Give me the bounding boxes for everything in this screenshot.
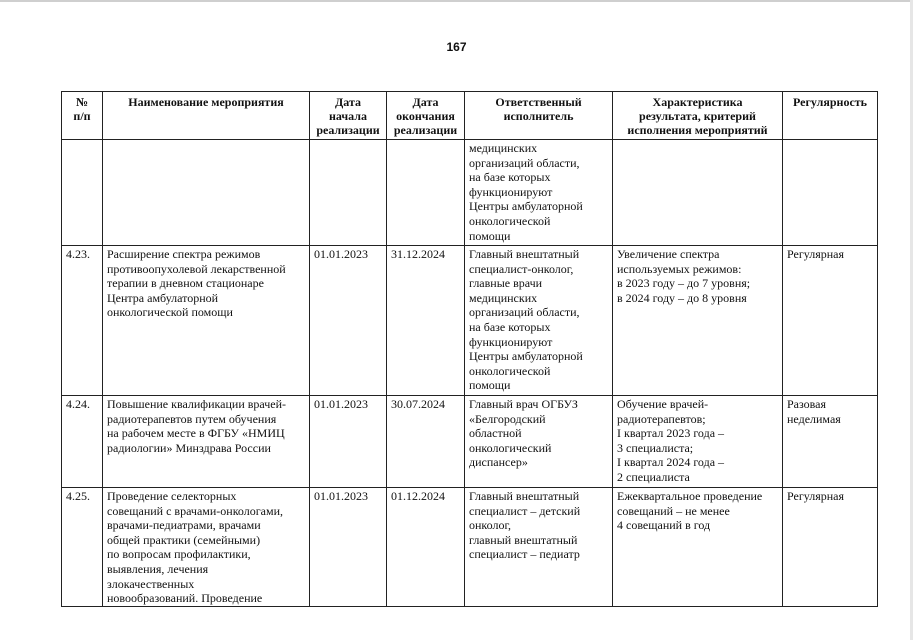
cell-name: Проведение селекторных совещаний с врачами-онкологами, врачами-педиатрами, врачами общей практики (семейными) по вопросам профилактики, выявления, лечения злокачественных новообразований. Проведение (103, 488, 310, 607)
cell-start-date: 01.01.2023 (310, 246, 387, 396)
cell-end-date: 30.07.2024 (387, 396, 465, 488)
cell-num (62, 140, 103, 246)
scan-edge-top (0, 0, 913, 2)
cell-responsible: Главный врач ОГБУЗ «Белгородский областной онкологический диспансер» (465, 396, 613, 488)
header-responsible: Ответственный исполнитель (465, 92, 613, 140)
cell-num: 4.24. (62, 396, 103, 488)
cell-result: Увеличение спектра используемых режимов: в 2023 году – до 7 уровня; в 2024 году – до 8 уровня (613, 246, 783, 396)
cell-result: Ежеквартальное проведение совещаний – не менее 4 совещаний в год (613, 488, 783, 607)
header-num: № п/п (62, 92, 103, 140)
table-row (62, 140, 878, 246)
cell-regularity (783, 140, 878, 246)
page-number: 167 (446, 40, 467, 54)
header-end-date: Дата окончания реализации (387, 92, 465, 140)
table-row (62, 246, 878, 396)
table-row (62, 488, 878, 607)
header-start-date: Дата начала реализации (310, 92, 387, 140)
header-result: Характеристика результата, критерий исполнения мероприятий (613, 92, 783, 140)
header-name: Наименование мероприятия (103, 92, 310, 140)
cell-responsible: медицинских организаций области, на базе которых функционируют Центры амбулаторной онкологической помощи (465, 140, 613, 246)
cell-responsible: Главный внештатный специалист – детский онколог, главный внештатный специалист – педиатр (465, 488, 613, 607)
cell-result (613, 140, 783, 246)
cell-start-date (310, 140, 387, 246)
table-row (62, 396, 878, 488)
cell-end-date: 31.12.2024 (387, 246, 465, 396)
cell-start-date: 01.01.2023 (310, 396, 387, 488)
cell-num: 4.25. (62, 488, 103, 607)
cell-name: Повышение квалификации врачей- радиотерапевтов путем обучения на рабочем месте в ФГБУ «НМИЦ радиологии» Минздрава России (103, 396, 310, 488)
cell-responsible: Главный внештатный специалист-онколог, главные врачи медицинских организаций области, на базе которых функционируют Центры амбулаторной онкологической помощи (465, 246, 613, 396)
cell-end-date (387, 140, 465, 246)
cell-name: Расширение спектра режимов противоопухолевой лекарственной терапии в дневном стационаре Центра амбулаторной онкологической помощи (103, 246, 310, 396)
cell-num: 4.23. (62, 246, 103, 396)
header-row (62, 92, 878, 140)
cell-start-date: 01.01.2023 (310, 488, 387, 607)
cell-result: Обучение врачей- радиотерапевтов; I квартал 2023 года – 3 специалиста; I квартал 2024 года – 2 специалиста (613, 396, 783, 488)
cell-regularity: Разовая неделимая (783, 396, 878, 488)
cell-name (103, 140, 310, 246)
activities-table (61, 91, 878, 607)
cell-regularity: Регулярная (783, 246, 878, 396)
header-regularity: Регулярность (783, 92, 878, 140)
cell-end-date: 01.12.2024 (387, 488, 465, 607)
cell-regularity: Регулярная (783, 488, 878, 607)
